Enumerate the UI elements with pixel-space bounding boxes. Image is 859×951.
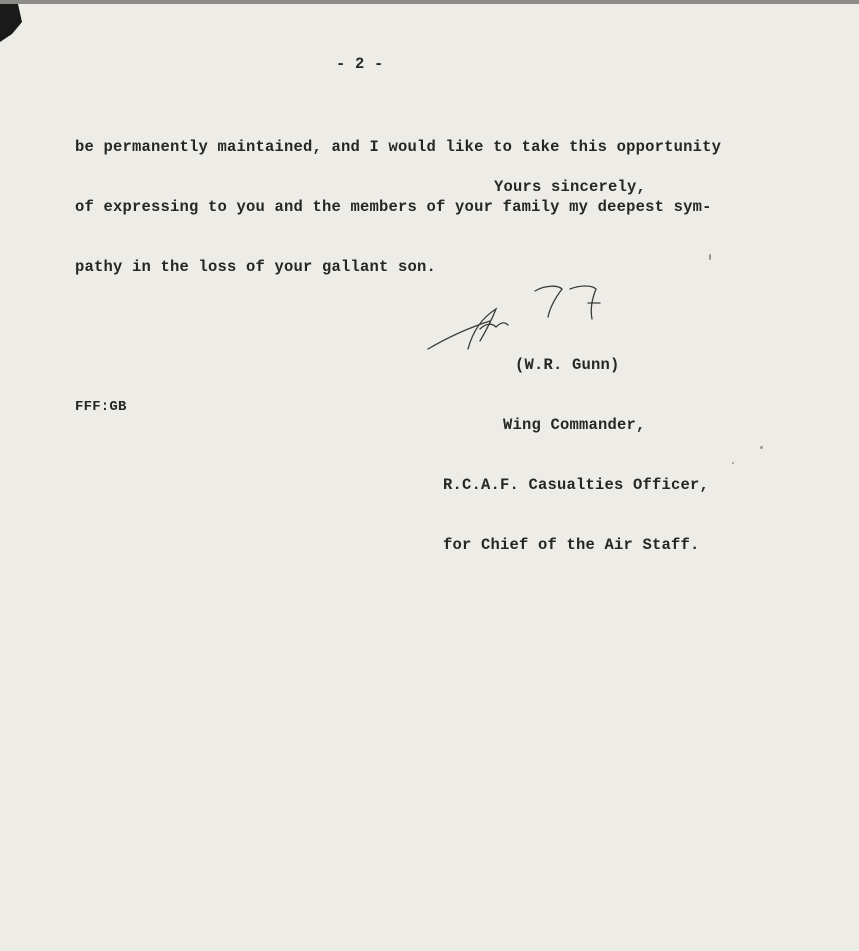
letter-body [75, 97, 721, 317]
closing-salutation: Yours sincerely, [494, 178, 647, 196]
body-line: be permanently maintained, and I would like to take this opportunity [75, 138, 722, 156]
signatory-name: (W.R. Gunn) [515, 356, 620, 374]
body-line: pathy in the loss of your gallant son. [75, 258, 437, 276]
body-line: of expressing to you and the members of your family my deepest sym- [75, 198, 712, 216]
signature-block [443, 315, 709, 595]
paper-speck [732, 462, 734, 464]
reference-initials: FFF:GB [75, 399, 127, 415]
signatory-rank: Wing Commander, [503, 416, 646, 434]
paper-speck [760, 446, 763, 449]
signatory-for-line: for Chief of the Air Staff. [443, 536, 700, 554]
page-number: - 2 - [336, 55, 384, 73]
page-corner-shadow [0, 4, 22, 44]
signatory-title: R.C.A.F. Casualties Officer, [443, 476, 710, 494]
paper-speck [709, 254, 711, 260]
